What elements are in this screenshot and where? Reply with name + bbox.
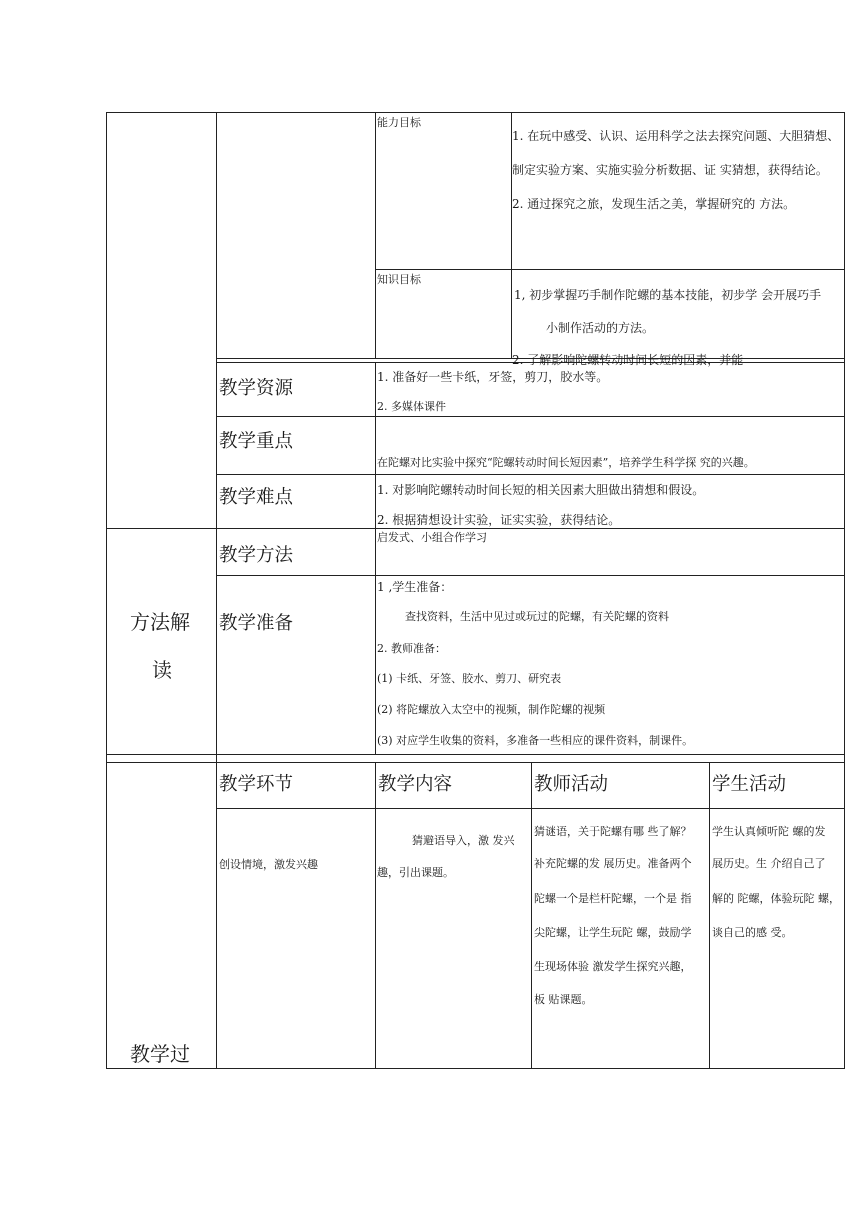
prep-line-3: 2. 教师准备： (377, 642, 446, 655)
knowledge-goal-line-3-clip (512, 350, 842, 367)
process-row-student-line-3: 解的 陀螺，体验玩陀 螺， (712, 892, 840, 905)
knowledge-goal-line-1: 1, 初步掌握巧手制作陀螺的基本技能，初步学 会开展巧手 (514, 288, 822, 302)
prep-line-5: (2) 将陀螺放入太空中的视频，制作陀螺的视频 (377, 703, 606, 716)
key-points-label: 教学重点 (219, 431, 294, 452)
row-divider-keypoints-top (216, 416, 845, 417)
key-points-text: 在陀螺对比实验中探究“陀螺转动时间长短因素”，培养学生科学探 究的兴趣。 (377, 456, 755, 469)
process-section-label: 教学过 (130, 1042, 190, 1066)
methods-text: 启发式、小组合作学习 (377, 531, 487, 544)
process-row-stage: 创设情境，激发兴趣 (219, 858, 318, 871)
methods-label: 教学方法 (219, 545, 294, 566)
process-row-student-line-2: 展历史。生 介绍自己了 (712, 857, 826, 870)
row-divider-difficulties-top (216, 474, 845, 475)
process-row-student-line-1: 学生认真倾听陀 螺的发 (712, 825, 826, 838)
process-row-teacher-line-5: 生现场体验 激发学生探究兴趣， (534, 960, 692, 973)
row-divider-prep-top (216, 575, 845, 576)
prep-line-4: (1) 卡纸、牙签、胶水、剪刀、研究表 (377, 672, 562, 685)
col-divider-1 (216, 112, 217, 1069)
resources-line-1: 1. 准备好一些卡纸，牙签，剪刀，胶水等。 (377, 370, 609, 384)
method-section-label-line-2: 读 (152, 658, 172, 682)
process-row-teacher-line-3: 陀螺一个是栏杆陀螺，一个是 指 (534, 892, 692, 905)
col-divider-2-mid (375, 362, 376, 754)
ability-goal-line-1: 1. 在玩中感受、认识、运用科学之法去探究问题、大胆猜想、 (512, 129, 840, 143)
prep-label: 教学准备 (219, 613, 294, 634)
ability-goal-label: 能力目标 (377, 116, 421, 129)
process-row-content-line-2: 趣，引出课题。 (377, 866, 454, 879)
process-row-teacher-line-4: 尖陀螺，让学生玩陀 螺，鼓励学 (534, 926, 692, 939)
difficulties-label: 教学难点 (219, 487, 294, 508)
row-divider-header-bottom (216, 808, 845, 809)
prep-line-2: 查找资料，生活中见过或玩过的陀螺，有关陀螺的资料 (405, 610, 669, 623)
ability-goal-line-3: 2. 通过探究之旅，发现生活之美，掌握研究的 方法。 (512, 197, 796, 211)
process-header-content: 教学内容 (378, 774, 453, 795)
ability-goal-line-2: 制定实验方案、实施实验分析数据、证 实猜想，获得结论。 (512, 163, 828, 177)
prep-line-6: (3) 对应学生收集的资料，多准备一些相应的课件资料，制课件。 (377, 734, 694, 747)
process-row-content-line-1: 猜避语导入，激 发兴 (412, 834, 515, 847)
process-row-student-line-4: 谈自己的感 受。 (712, 926, 793, 939)
process-header-teacher: 教师活动 (534, 774, 609, 795)
row-divider-goals (375, 269, 845, 270)
col-divider-2-top (375, 112, 376, 358)
col-divider-3-top (511, 112, 512, 358)
process-row-teacher-line-1: 猜谜语，关于陀螺有哪 些了解？ (534, 825, 692, 838)
knowledge-goal-line-2: 小制作活动的方法。 (546, 321, 655, 335)
method-section-label-line-1: 方法解 (130, 610, 190, 634)
process-header-student: 学生活动 (712, 774, 787, 795)
table-right-border (844, 112, 845, 1069)
prep-line-1: 1 ,学生准备： (377, 580, 453, 594)
knowledge-goal-label: 知识目标 (377, 273, 421, 286)
process-header-stage: 教学环节 (219, 774, 294, 795)
table-left-border (106, 112, 107, 1069)
difficulties-line-2: 2. 根据猜想设计实验，证实实验，获得结论。 (377, 513, 621, 527)
process-row-teacher-line-2: 补充陀螺的发 展历史。准备两个 (534, 857, 692, 870)
row-divider-process-top (106, 754, 845, 755)
row-divider-method-top (106, 528, 845, 529)
resources-line-2: 2. 多媒体课件 (377, 400, 446, 413)
row-divider-process-top-2 (106, 762, 845, 763)
resources-label: 教学资源 (219, 378, 294, 399)
process-row-teacher-line-6: 板 贴课题。 (534, 993, 593, 1006)
difficulties-line-1: 1. 对影响陀螺转动时间长短的相关因素大胆做出猜想和假设。 (377, 483, 705, 497)
knowledge-goal-line-3: 2. 了解影响陀螺转动时间长短的因素，并能 (512, 353, 744, 367)
